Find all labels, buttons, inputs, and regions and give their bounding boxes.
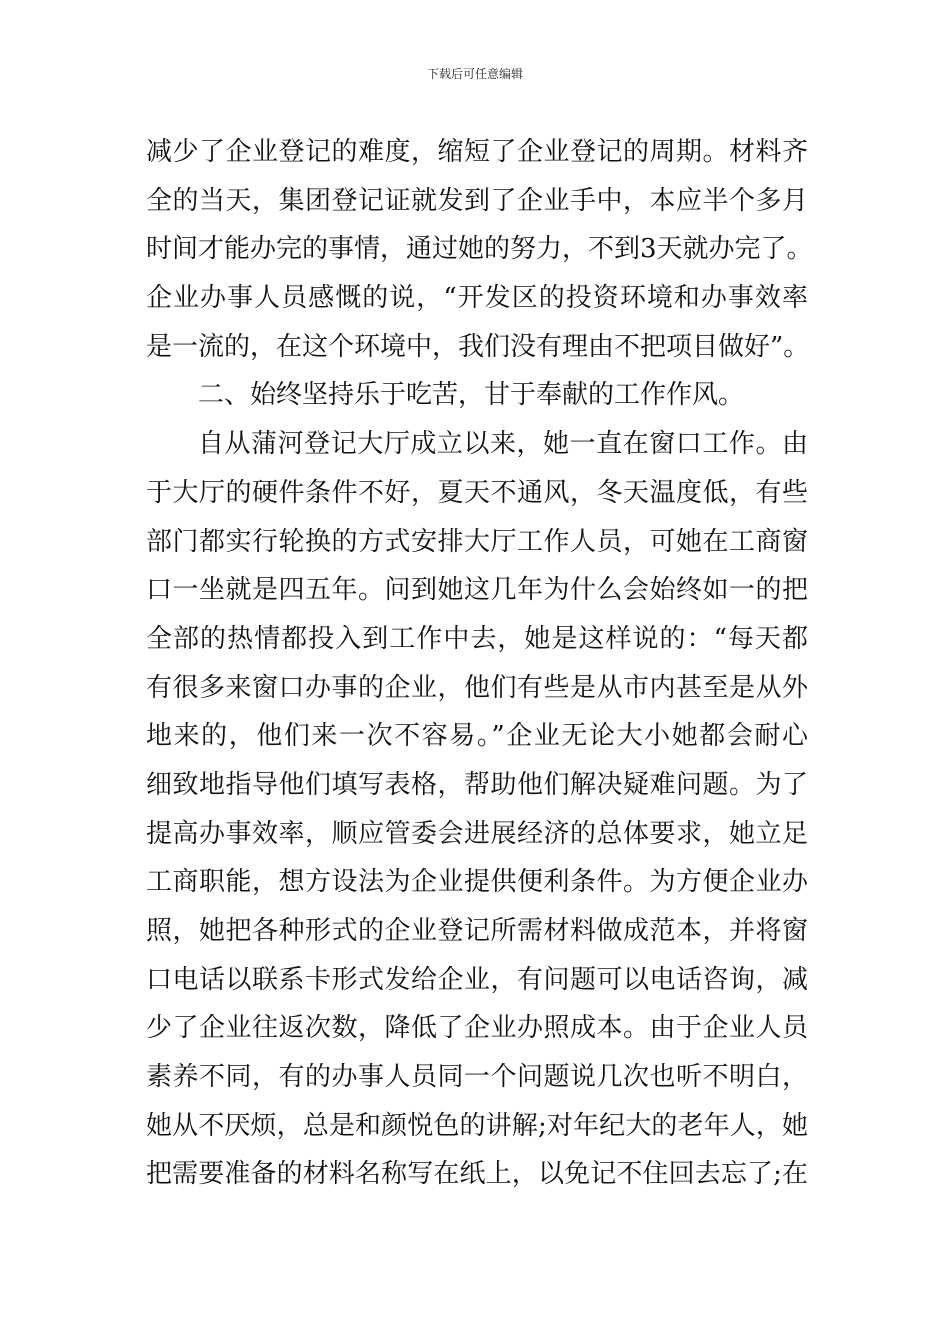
text-line: 于大厅的硬件条件不好，夏天不通风，冬天温度低，有些 bbox=[146, 477, 808, 508]
text-line: 全的当天，集团登记证就发到了企业手中，本应半个多月 bbox=[146, 185, 808, 216]
text-line: 口一坐就是四五年。问到她这几年为什么会始终如一的把 bbox=[146, 575, 808, 606]
document-body bbox=[146, 128, 813, 1199]
text-line: 素养不同，有的办事人员同一个问题说几次也听不明白， bbox=[146, 1062, 808, 1093]
section-heading: 二、始终坚持乐于吃苦，甘于奉献的工作作风。 bbox=[198, 380, 745, 411]
text-line: 地来的，他们来一次不容易。”企业无论大小她都会耐心 bbox=[146, 721, 808, 752]
text-line: 把需要准备的材料名称写在纸上，以免记不住回去忘了;在 bbox=[146, 1159, 808, 1190]
text-line: 时间才能办完的事情，通过她的努力，不到3天就办完了。 bbox=[146, 234, 813, 265]
text-line: 是一流的，在这个环境中，我们没有理由不把项目做好”。 bbox=[146, 331, 810, 362]
text-line: 细致地指导他们填写表格，帮助他们解决疑难问题。为了 bbox=[146, 769, 808, 800]
text-line: 企业办事人员感慨的说，“开发区的投资环境和办事效率 bbox=[146, 283, 808, 314]
text-line: 全部的热情都投入到工作中去，她是这样说的：“每天都 bbox=[146, 623, 808, 654]
text-line: 部门都实行轮换的方式安排大厅工作人员，可她在工商窗 bbox=[146, 526, 808, 557]
text-line: 口电话以联系卡形式发给企业，有问题可以电话咨询，减 bbox=[146, 964, 808, 995]
text-line: 工商职能，想方设法为企业提供便利条件。为方便企业办 bbox=[146, 867, 808, 898]
text-line: 她从不厌烦，总是和颜悦色的讲解;对年纪大的老年人，她 bbox=[146, 1110, 808, 1141]
text-line: 提高办事效率，顺应管委会进展经济的总体要求，她立足 bbox=[146, 818, 808, 849]
text-line: 有很多来窗口办事的企业，他们有些是从市内甚至是从外 bbox=[146, 672, 808, 703]
text-line: 少了企业往返次数，降低了企业办照成本。由于企业人员 bbox=[146, 1013, 808, 1044]
text-line: 减少了企业登记的难度，缩短了企业登记的周期。材料齐 bbox=[146, 137, 808, 167]
text-line: 照，她把各种形式的企业登记所需材料做成范本，并将窗 bbox=[146, 916, 808, 946]
page-header: 下载后可任意编辑 bbox=[426, 67, 523, 81]
text-line: 自从蒲河登记大厅成立以来，她一直在窗口工作。由 bbox=[198, 429, 808, 460]
